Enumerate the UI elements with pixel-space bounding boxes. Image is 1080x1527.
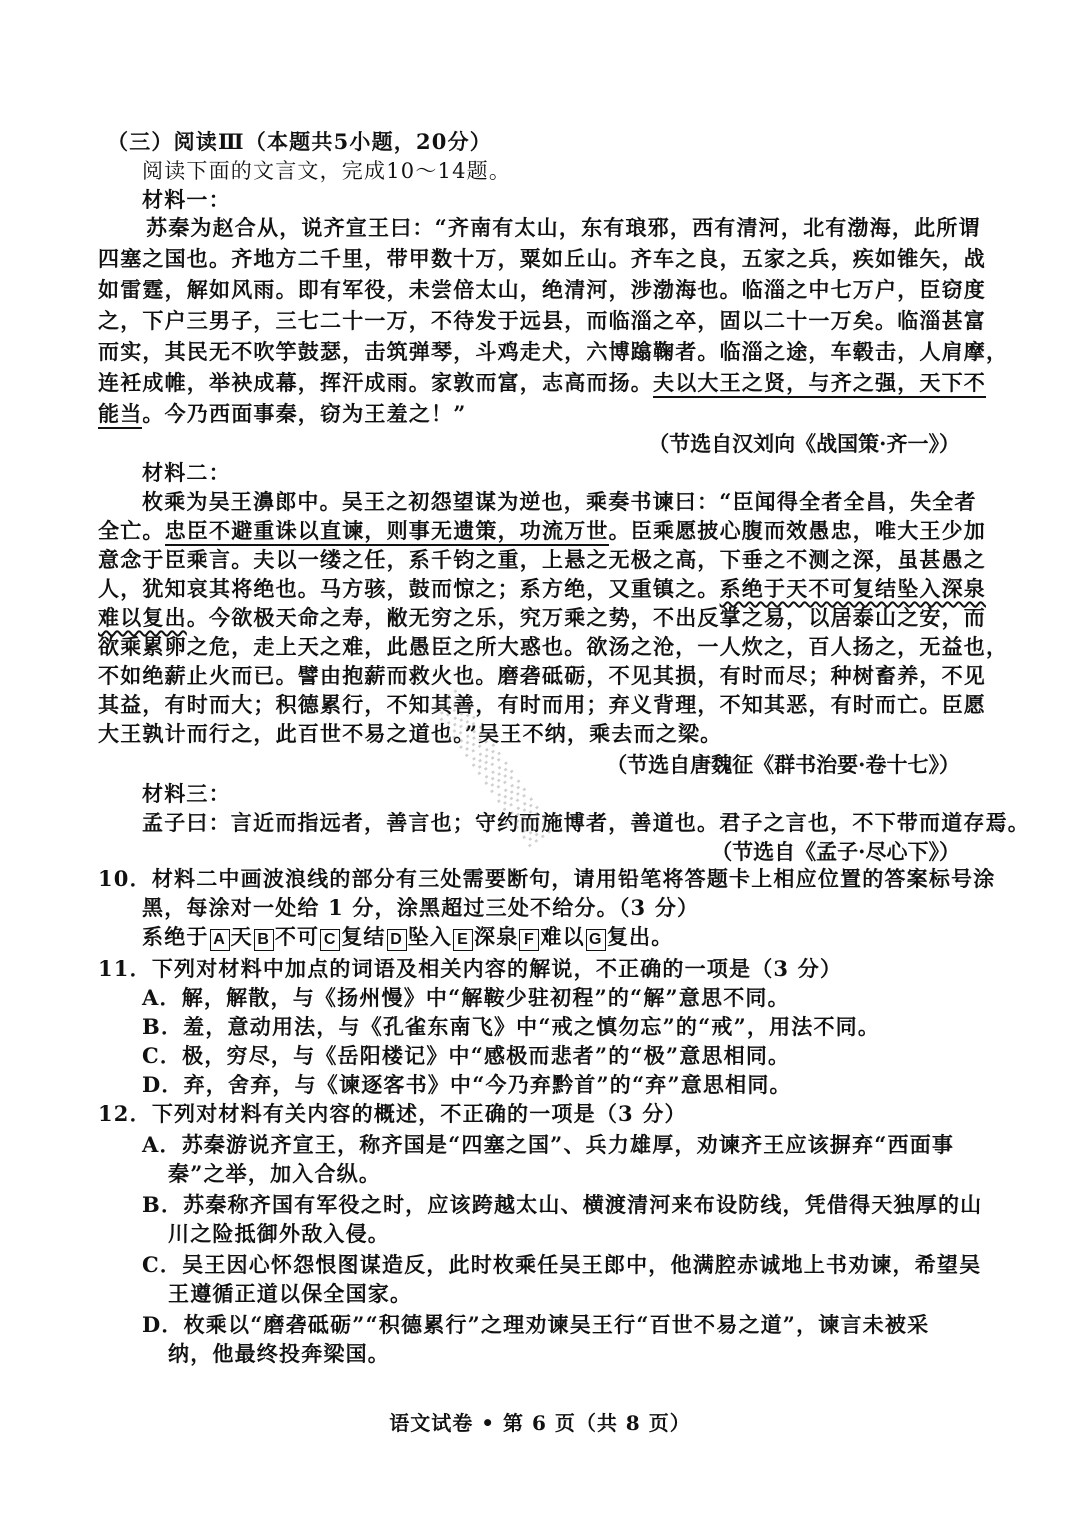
question-10-line: 黑，每涂对一处给 1 分，涂黑超过三处不给分。（3 分） [142, 895, 700, 920]
material-1-line [98, 369, 986, 397]
segment-text: 难以 [540, 924, 585, 949]
segment-text: 天 [230, 924, 253, 949]
material-1-line [98, 400, 466, 428]
material-2-line: 欲乘累卵之危，走上天之难，此愚臣之所大惑也。欲汤之沧，一人炊之，百人扬之，无益也， [98, 634, 1009, 659]
question-10-line [98, 865, 995, 893]
underlined-sentence: 能当 [98, 401, 142, 429]
question-11-line [98, 955, 842, 983]
option-d: D．枚乘以“磨砻砥砺”“积德累行”之理劝谏吴王行“百世不易之道”，谏言未被采 [142, 1312, 930, 1337]
material-1-label: 材料一： [142, 187, 231, 212]
material-1-text: 。今乃西面事秦，窃为王羞之！” [142, 401, 467, 426]
material-2-line: 其益，有时而大；积德累行，不知其善，有时而用；弃义背理，不知其恶，有时而亡。臣愿 [98, 692, 986, 717]
option-c: C．吴王因心怀怨恨图谋造反，此时枚乘任吴王郎中，他满腔赤诚地上书劝谏，希望吴 [142, 1252, 982, 1277]
material-3-source: （节选自《孟子·尽心下》） [711, 839, 960, 864]
material-2-line [98, 517, 986, 545]
material-2-text: 人，犹知哀其将绝也。马方骇，鼓而惊之；系方绝，又重镇之。 [98, 576, 720, 601]
question-stem: 下列对材料有关内容的概述，不正确的一项是（3 分） [151, 1101, 687, 1126]
material-2-line: 枚乘为吴王濞郎中。吴王之初怨望谋为逆也，乘奏书谏曰：“臣闻得全者全昌，失全者 [142, 489, 977, 514]
material-1-line: 而实，其民无不吹竽鼓瑟，击筑弹琴，斗鸡走犬，六博蹹鞠者。临淄之途，车毂击，人肩摩， [98, 339, 1009, 364]
material-2-source: （节选自唐魏征《群书治要·卷十七》） [606, 752, 960, 777]
material-2-line [98, 604, 986, 632]
answer-box-e[interactable]: E [453, 929, 473, 951]
option-d-cont: 纳，他最终投奔梁国。 [168, 1341, 390, 1366]
segment-text: 深泉 [474, 924, 519, 949]
material-2-text: 。臣乘愿披心腹而效愚忠，唯大王少加 [608, 518, 987, 543]
answer-segment-line [142, 923, 673, 951]
material-1-line: 如雷霆，解如风雨。即有军役，未尝倍太山，绝清河，涉渤海也。临淄之中七万户，臣窃度 [98, 277, 986, 302]
material-1-text: 连衽成帷，举袂成幕，挥汗成雨。家敦而富，志高而扬。 [98, 370, 653, 395]
option-c-cont: 王遵循正道以保全国家。 [168, 1281, 413, 1306]
page-footer: 语文试卷 • 第 6 页（共 8 页） [389, 1411, 691, 1435]
material-3-text: 孟子曰：言近而指远者，善言也；守约而施博者，善道也。君子之言也，不下带而道存焉。 [142, 810, 1030, 835]
segment-text: 不可 [274, 924, 320, 949]
segment-text: 复结 [341, 924, 386, 949]
answer-box-c[interactable]: C [320, 929, 340, 951]
material-2-line: 不如绝薪止火而已。譬由抱薪而救火也。磨砻砥砺，不见其损，有时而尽；种树畜养，不见 [98, 663, 986, 688]
segment-text: 复出。 [606, 924, 674, 949]
material-1-line: 之，下户三男子，三七二十一万，不待发于远县，而临淄之卒，固以二十一万矣。临淄甚富 [98, 308, 986, 333]
question-stem: 下列对材料中加点的词语及相关内容的解说，不正确的一项是（3 分） [151, 956, 843, 981]
material-1-source: （节选自汉刘向《战国策·齐一》） [648, 431, 960, 456]
material-2-text: 全亡。 [98, 518, 165, 543]
question-12-line [98, 1100, 687, 1128]
segment-text: 坠入 [407, 924, 453, 949]
option-b: B．苏秦称齐国有军役之时，应该跨越太山、横渡清河来布设防线，凭借得天独厚的山 [142, 1192, 983, 1217]
material-3-label: 材料三： [142, 781, 231, 806]
watermark: ░░░░░░░░ [430, 690, 556, 852]
wavy-underlined-text: 系绝于天不可复结坠入深泉 [719, 576, 987, 601]
option-b: B．羞，意动用法，与《孔雀东南飞》中“戒之慎勿忘”的“戒”，用法不同。 [142, 1014, 881, 1039]
section-heading: （三）阅读Ⅲ（本题共5小题，20分） [107, 129, 493, 154]
option-d: D．弃，舍弃，与《谏逐客书》中“今乃弃黔首”的“弃”意思相同。 [142, 1072, 792, 1097]
question-number: 11． [98, 956, 152, 981]
option-b-cont: 川之险抵御外敌入侵。 [168, 1221, 390, 1246]
underlined-sentence: 夫以大王之贤，与齐之强，天下不 [653, 370, 986, 398]
question-stem: 材料二中画波浪线的部分有三处需要断句，请用铅笔将答题卡上相应位置的答案标号涂 [151, 866, 996, 891]
answer-box-d[interactable]: D [387, 929, 407, 951]
question-number: 12． [98, 1101, 152, 1126]
answer-box-g[interactable]: G [586, 929, 606, 951]
underlined-sentence: 忠臣不避重诛以直谏，则事无遗策，功流万世 [165, 518, 609, 546]
section-instruction: 阅读下面的文言文，完成10～14题。 [142, 159, 512, 183]
option-a: A．苏秦游说齐宣王，称齐国是“四塞之国”、兵力雄厚，劝谏齐王应该摒弃“西面事 [142, 1132, 955, 1157]
material-2-label: 材料二： [142, 460, 231, 485]
material-2-text: 。今欲极天命之寿，敝无穷之乐，究万乘之势，不出反掌之易，以居泰山之安，而 [186, 605, 987, 630]
material-2-line: 意念于臣乘言。夫以一缕之任，系千钧之重，上悬之无极之高，下垂之不测之深，虽甚愚之 [98, 547, 986, 572]
material-2-line [98, 575, 986, 603]
segment-text: 系绝于 [142, 924, 209, 949]
answer-box-a[interactable]: A [210, 929, 230, 951]
answer-box-f[interactable]: F [519, 929, 539, 951]
wavy-underlined-text: 难以复出 [98, 605, 187, 630]
option-a-cont: 秦”之举，加入合纵。 [168, 1161, 382, 1186]
material-2-line: 大王孰计而行之，此百世不易之道也。”吴王不纳，乘去而之梁。 [98, 721, 723, 746]
option-c: C．极，穷尽，与《岳阳楼记》中“感极而悲者”的“极”意思相同。 [142, 1043, 791, 1068]
question-number: 10． [98, 866, 152, 891]
material-1-line: 四塞之国也。齐地方二千里，带甲数十万，粟如丘山。齐车之良，五家之兵，疾如锥矢，战 [98, 246, 986, 271]
answer-box-b[interactable]: B [254, 929, 274, 951]
material-1-line: 苏秦为赵合从，说齐宣王曰：“齐南有太山，东有琅邪，西有清河，北有渤海，此所谓 [146, 215, 981, 240]
option-a: A．解，解散，与《扬州慢》中“解鞍少驻初程”的“解”意思不同。 [142, 985, 790, 1010]
